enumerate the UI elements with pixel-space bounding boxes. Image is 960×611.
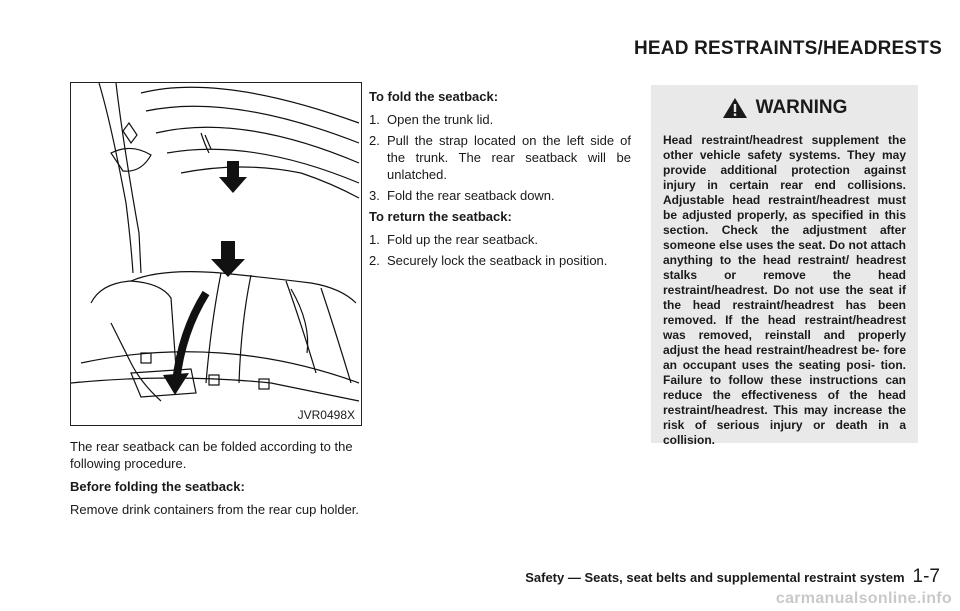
fold-step bbox=[369, 132, 631, 183]
fold-heading: To fold the seatback: bbox=[369, 89, 499, 104]
warning-text: Head restraint/headrest supplement the other vehicle safety systems. They may provide additional protection against injury in certain rear end collisions. Adjustable head restraint/headrest must be adjusted properly, as specified in this section. Check the adjustment after someone else uses the seat. Do not attach anything to the head restraint/ headrest stalks or remove the head restraint/headrest. Do not use the seat if the head restraint/headrest has been removed. If the head restraint/headrest was removed, reinstall and properly adjust the head restraint/headrest be- fore an occupant uses the seating posi- tion. Failure to follow these instructions can reduce the effectiveness of the head restraint/headrest. This may increase the risk of serious injury or death in a collision. bbox=[663, 133, 906, 447]
intro-paragraph: The rear seatback can be folded according to the following procedure. bbox=[70, 439, 353, 471]
step-text: Fold the rear seatback down. bbox=[387, 188, 555, 203]
return-step bbox=[369, 252, 631, 269]
step-number: 1. bbox=[369, 112, 380, 127]
step-number: 2. bbox=[369, 133, 380, 148]
step-number: 2. bbox=[369, 253, 380, 268]
section-title: HEAD RESTRAINTS/HEADRESTS bbox=[634, 38, 942, 59]
warning-triangle-icon bbox=[722, 97, 748, 119]
figure-code: JVR0498X bbox=[297, 408, 355, 422]
warning-header bbox=[663, 85, 906, 131]
middle-column bbox=[369, 88, 631, 273]
fold-step bbox=[369, 187, 631, 204]
warning-box bbox=[651, 85, 918, 447]
step-number: 1. bbox=[369, 232, 380, 247]
before-folding-heading: Before folding the seatback: bbox=[70, 479, 245, 494]
step-text: Pull the strap located on the left side of the trunk. The rear seatback will be unlatched. bbox=[387, 133, 631, 182]
page-footer bbox=[525, 566, 940, 588]
step-text: Open the trunk lid. bbox=[387, 112, 494, 127]
return-step bbox=[369, 231, 631, 248]
return-heading: To return the seatback: bbox=[369, 209, 512, 224]
seatback-illustration bbox=[70, 82, 362, 426]
page-number: 1-7 bbox=[912, 566, 940, 587]
chapter-title: Safety — Seats, seat belts and supplemental restraint system bbox=[525, 570, 905, 585]
step-text: Securely lock the seatback in position. bbox=[387, 253, 608, 268]
fold-step bbox=[369, 111, 631, 128]
left-column bbox=[70, 438, 362, 524]
before-folding-text: Remove drink containers from the rear cup holder. bbox=[70, 502, 360, 517]
warning-title: WARNING bbox=[755, 97, 848, 118]
step-text: Fold up the rear seatback. bbox=[387, 232, 539, 247]
watermark: carmanualsonline.info bbox=[775, 590, 952, 607]
step-number: 3. bbox=[369, 188, 380, 203]
seat-fold-diagram bbox=[71, 83, 361, 405]
